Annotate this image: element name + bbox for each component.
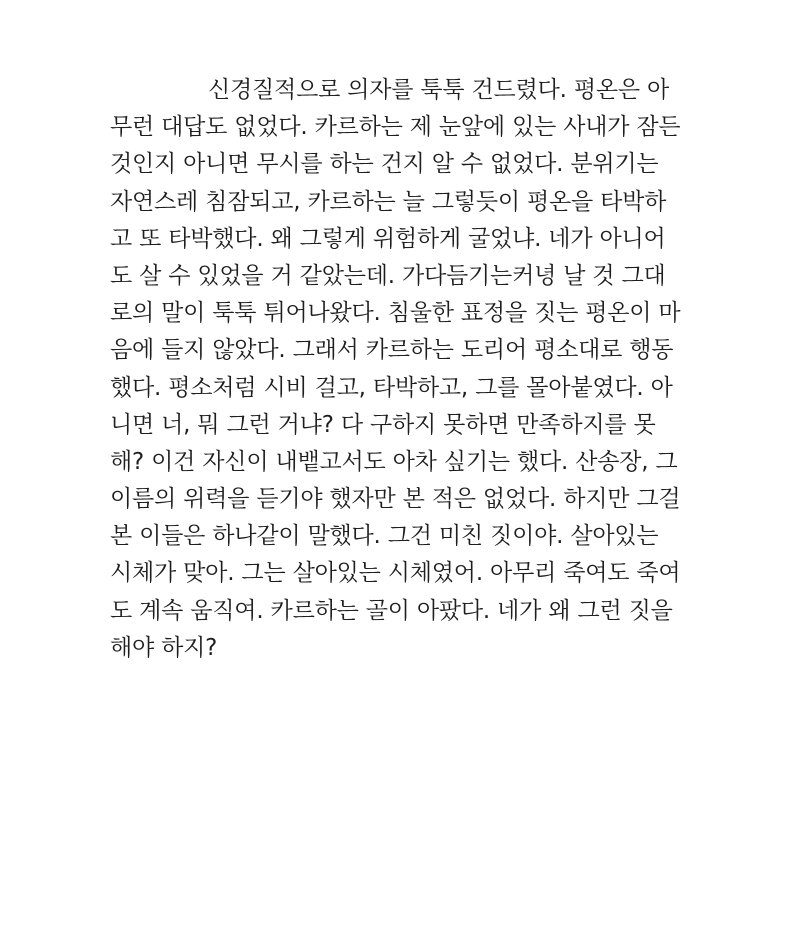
text-line: 무런 대답도 없었다. 카르하는 제 눈앞에 있는 사내가 잠든	[110, 114, 681, 141]
text-line: 했다. 평소처럼 시비 걸고, 타박하고, 그를 몰아붙였다. 아	[110, 374, 673, 401]
text-line: 로의 말이 툭툭 튀어나왔다. 침울한 표정을 짓는 평온이 마	[110, 300, 681, 327]
text-line: 해야 하지?	[110, 634, 218, 661]
text-line: 음에 들지 않았다. 그래서 카르하는 도리어 평소대로 행동	[110, 337, 674, 364]
text-line: 이름의 위력을 듣기야 했자만 본 적은 없었다. 하지만 그걸	[110, 486, 681, 513]
text-line: 본 이들은 하나같이 말했다. 그건 미친 짓이야. 살아있는	[110, 523, 659, 550]
text-line: 니면 너, 뭐 그런 거냐? 다 구하지 못하면 만족하지를 못	[110, 411, 656, 438]
text-line: 해? 이건 자신이 내뱉고서도 아차 싶기는 했다. 산송장, 그	[110, 448, 678, 475]
text-line: 것인지 아니면 무시를 하는 건지 알 수 없었다. 분위기는	[110, 151, 659, 178]
text-line: 도 살 수 있었을 거 같았는데. 가다듬기는커녕 날 것 그대	[110, 262, 666, 289]
text-line: 시체가 맞아. 그는 살아있는 시체였어. 아무리 죽여도 죽여	[110, 560, 681, 587]
text-line: 자연스레 침잠되고, 카르하는 늘 그렇듯이 평온을 타박하	[110, 188, 667, 215]
text-line: 신경질적으로 의자를 툭툭 건드렸다. 평온은 아	[208, 77, 670, 103]
text-line: 도 계속 움직여. 카르하는 골이 아팠다. 네가 왜 그런 짓을	[110, 597, 673, 624]
text-line: 고 또 타박했다. 왜 그렇게 위험하게 굴었냐. 네가 아니어	[110, 225, 666, 252]
body-paragraph	[110, 72, 710, 667]
